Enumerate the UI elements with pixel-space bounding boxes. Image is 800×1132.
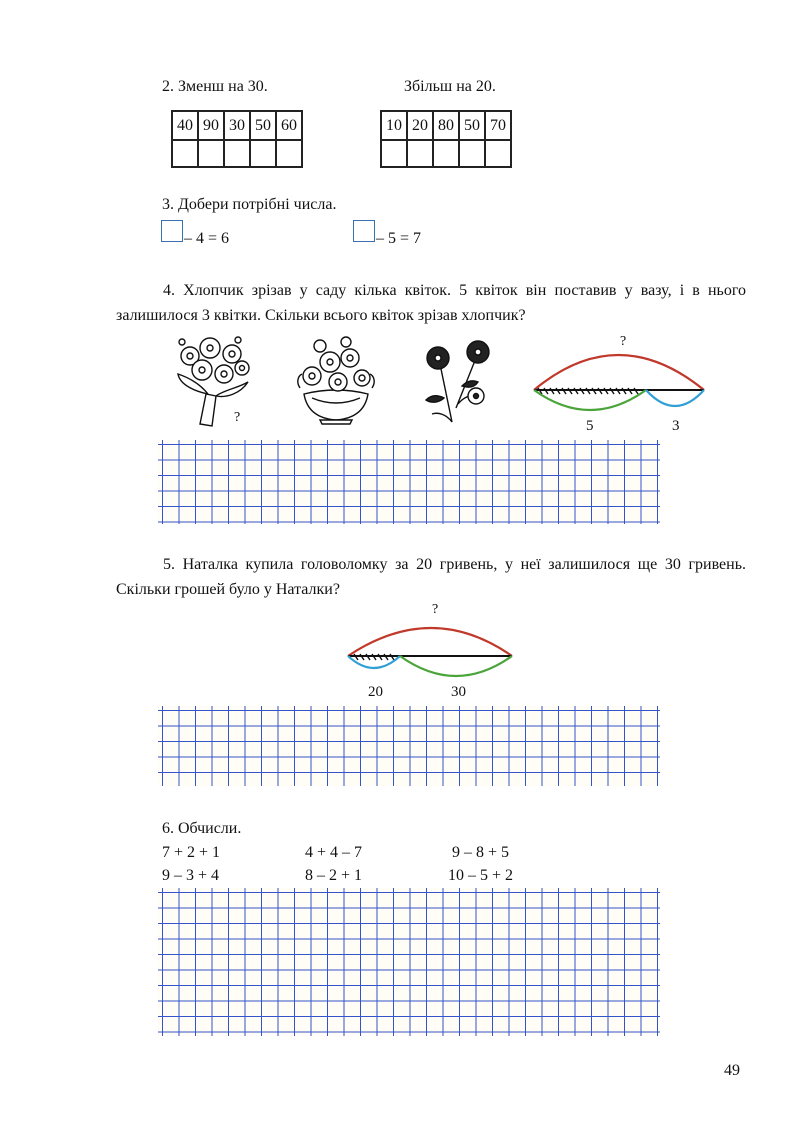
task2-left-label: 2. Зменш на 30. [162,78,268,95]
decrease-table [171,110,303,168]
task5-text-content: 5. Наталка купила головоломку за 20 гривень, у неї залишилося ще 30 гривень. Скільки грошей було у Наталки? [116,556,746,598]
table-cell: 70 [485,111,511,140]
table-cell: 20 [407,111,433,140]
table-cell: 40 [172,111,198,140]
expression: 7 + 2 + 1 [162,844,221,861]
task5-diagram-left-value: 20 [368,684,383,700]
bouquet-image [168,334,258,428]
expression: 9 – 3 + 4 [162,867,220,884]
task2-right-label: Збільш на 20. [404,78,496,95]
task5-text [116,552,746,602]
table-cell: 50 [459,111,485,140]
expression: 4 + 4 – 7 [305,844,363,861]
table-cell: 60 [276,111,302,140]
task5-diagram-right-value: 30 [451,684,466,700]
expression: 8 – 2 + 1 [305,867,363,884]
bouquet-question: ? [234,410,241,425]
equation-2: – 5 = 7 [376,230,422,247]
task4-diagram [528,330,710,412]
answer-cell[interactable] [224,140,250,167]
vase-image [290,336,382,426]
task3-label: 3. Добери потрібні числа. [162,196,337,213]
answer-grid-1[interactable] [158,440,660,524]
increase-table [380,110,512,168]
table-cell: 90 [198,111,224,140]
table-cell: 30 [224,111,250,140]
task4-text-content: 4. Хлопчик зрізав у саду кілька квіток. 5 квіток він поставив у вазу, і в нього залишилося 3 квітки. Скільки всього квіток зрізав хлопчик? [116,282,746,324]
task4-diagram-right-value: 3 [672,418,680,434]
answer-grid-2[interactable] [158,706,660,786]
flowers-image [418,338,494,424]
page-number: 49 [724,1062,740,1079]
task5-diagram-question: ? [432,602,439,617]
expression: 10 – 5 + 2 [448,867,514,884]
part-arc-3 [646,390,704,406]
answer-cell[interactable] [459,140,485,167]
answer-cell[interactable] [407,140,433,167]
answer-cell[interactable] [485,140,511,167]
answer-box-1[interactable] [161,220,183,242]
total-arc [534,355,704,390]
answer-cell[interactable] [276,140,302,167]
task4-diagram-question: ? [620,334,627,349]
answer-cell[interactable] [250,140,276,167]
equation-1: – 4 = 6 [184,230,230,247]
table-cell: 50 [250,111,276,140]
expression: 9 – 8 + 5 [452,844,510,861]
answer-cell[interactable] [172,140,198,167]
task4-diagram-left-value: 5 [586,418,594,434]
task5-diagram [342,622,518,684]
answer-box-2[interactable] [353,220,375,242]
answer-cell[interactable] [381,140,407,167]
answer-cell[interactable] [198,140,224,167]
answer-cell[interactable] [433,140,459,167]
total-arc [348,628,512,656]
answer-grid-3[interactable] [158,888,660,1036]
part-arc-30 [400,656,512,676]
table-cell: 10 [381,111,407,140]
task4-text [116,278,746,328]
table-cell: 80 [433,111,459,140]
task6-label: 6. Обчисли. [162,820,242,837]
